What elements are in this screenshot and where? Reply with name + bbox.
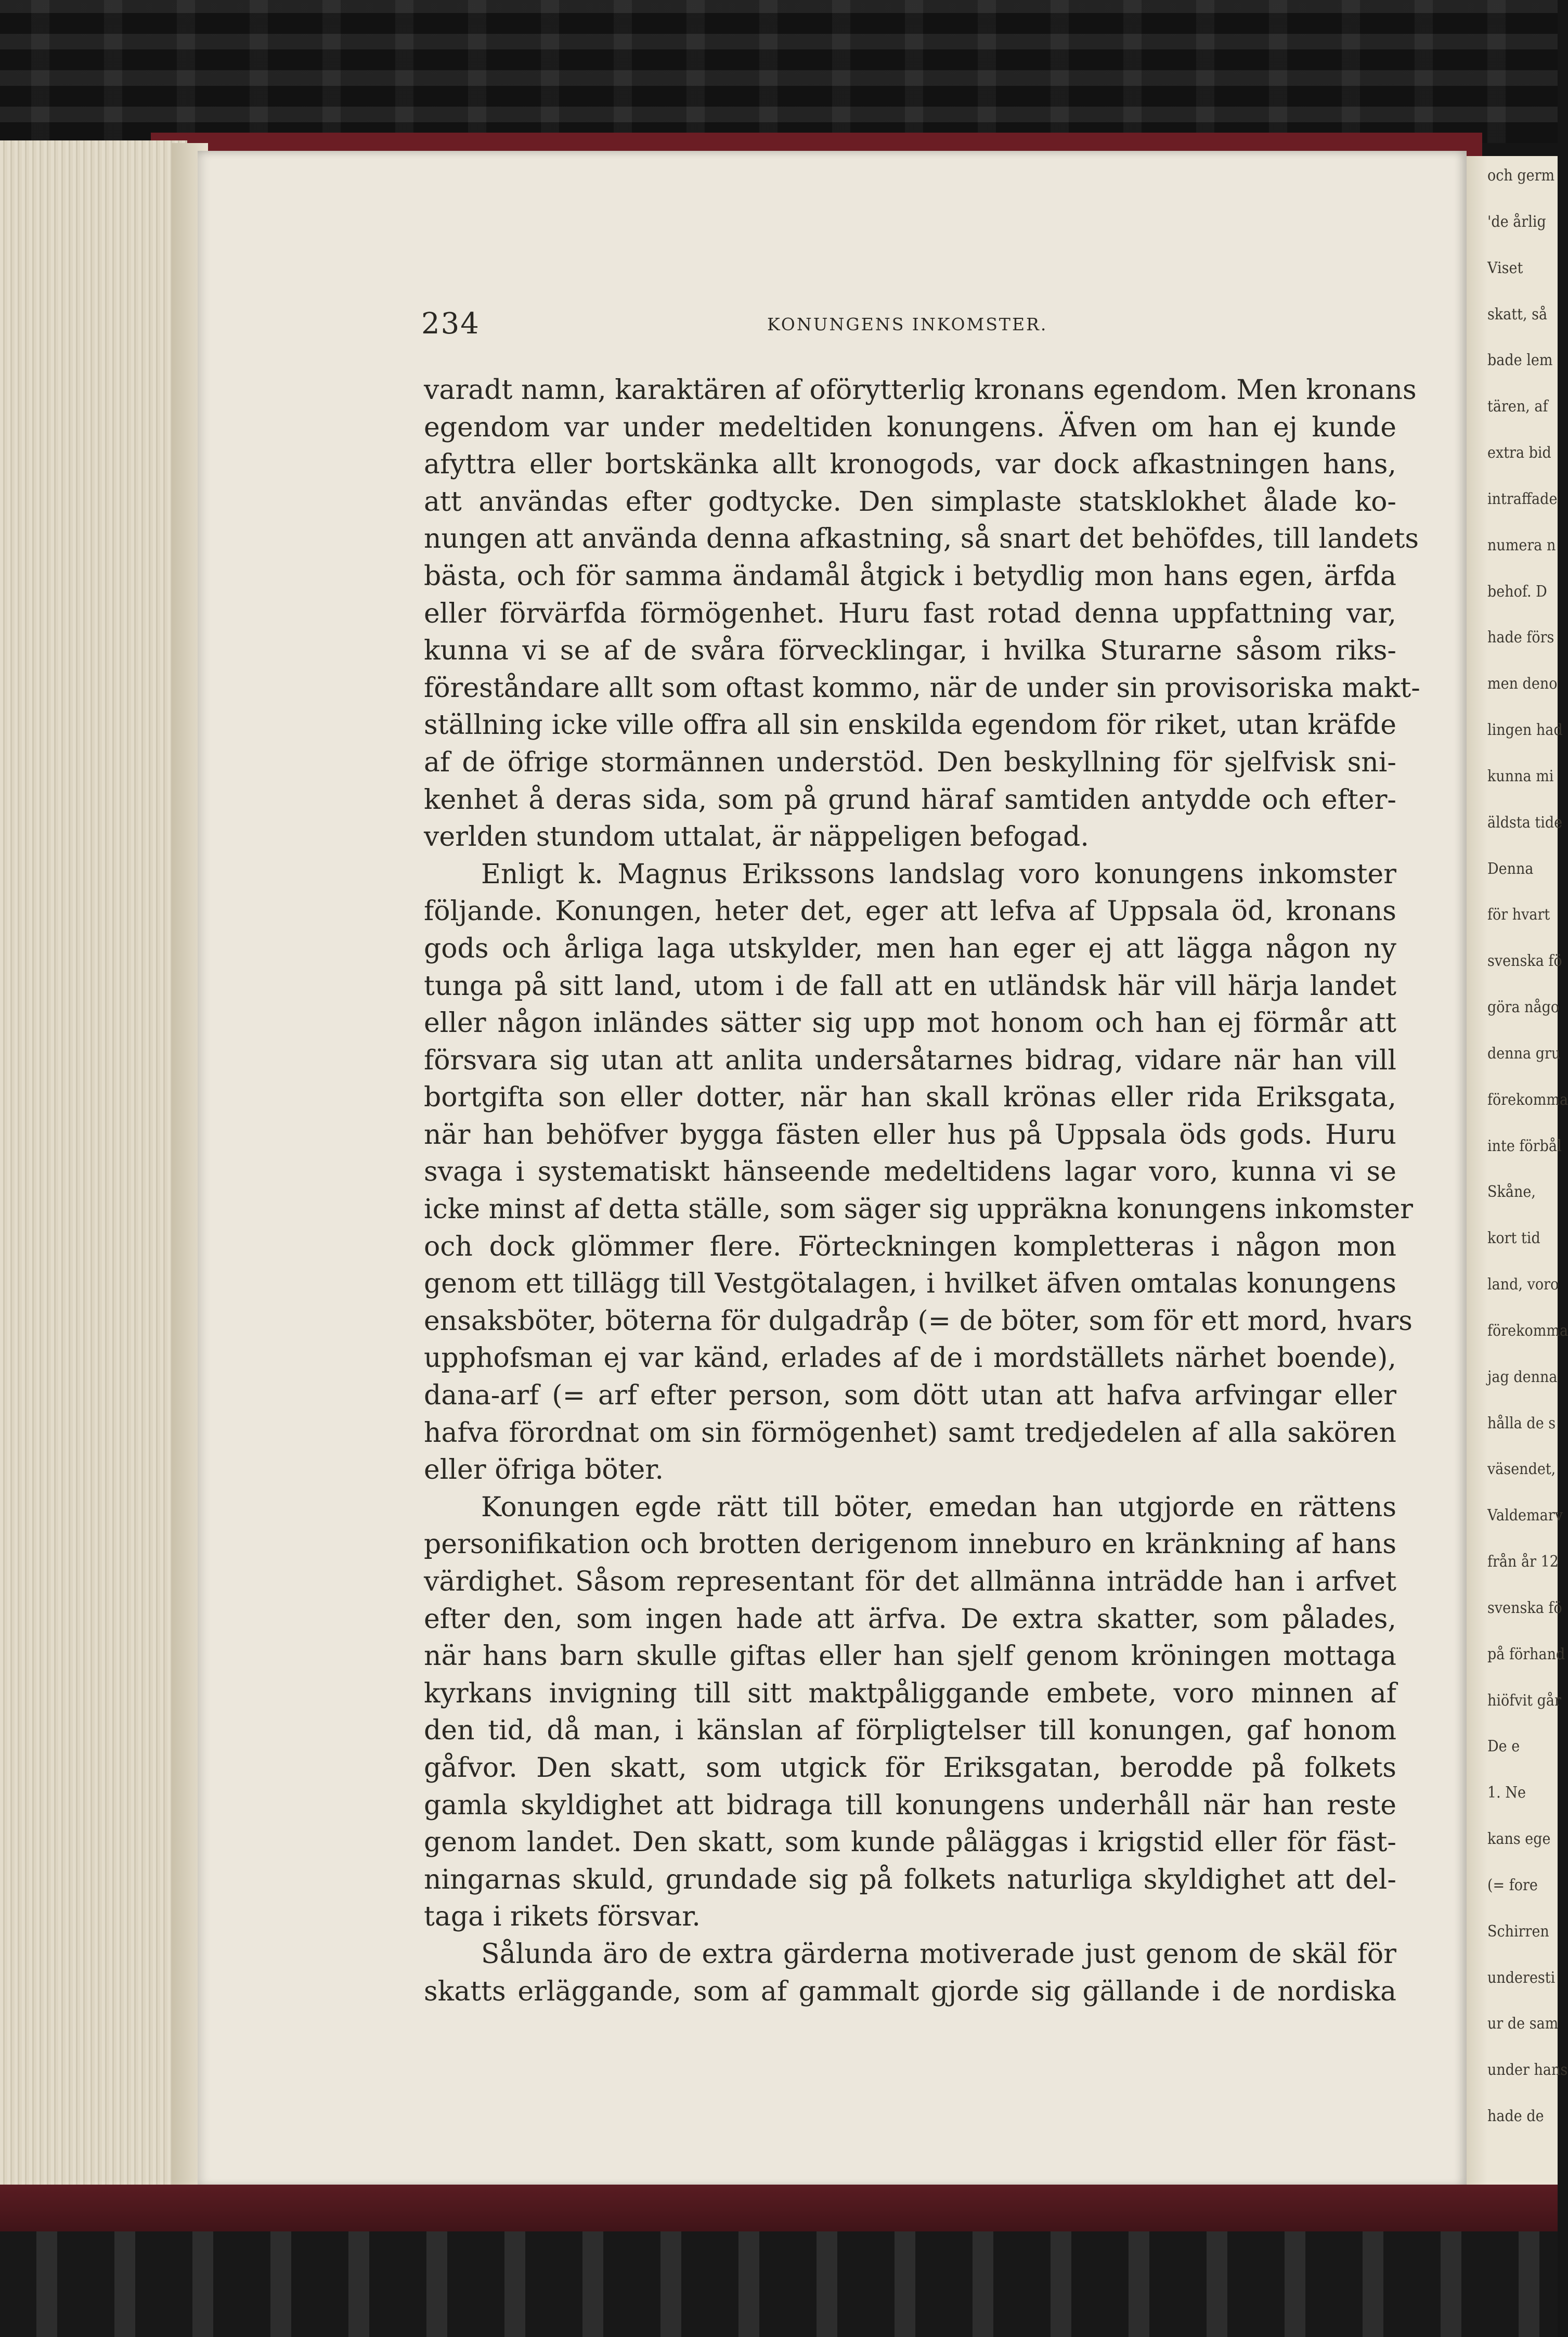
text-line: kenhet å deras sida, som på grund häraf samtiden antydde och efter- [424,784,1396,816]
text-line: kunna vi se af de svåra förvecklingar, i hvilka Sturarne såsom riks- [424,635,1396,667]
text-line: Konungen egde rätt till böter, emedan han utgjorde en rättens [481,1491,1396,1523]
text-line: ensaksböter, böterna för dulgadråp (= de böter, som för ett mord, hvars [424,1305,1413,1337]
text-line: ställning icke ville offra all sin enskilda egendom för riket, utan kräfde [424,709,1396,741]
text-line: när hans barn skulle giftas eller han sjelf genom kröningen mottaga [424,1641,1396,1672]
adjacent-page-fragment: 'de årlig [1487,212,1546,231]
text-line: att användas efter godtycke. Den simplaste statsklokhet ålade ko- [424,486,1396,518]
text-line: verlden stundom uttalat, är näppeligen befogad. [424,821,1089,853]
text-line: genom ett tillägg till Vestgötalagen, i hvilket äfven omtalas konungens [424,1268,1396,1300]
text-line: gåfvor. Den skatt, som utgick för Eriksgatan, berodde på folkets [424,1752,1396,1784]
text-line: taga i rikets försvar. [424,1901,701,1933]
text-line: eller öfriga böter. [424,1454,664,1486]
adjacent-page-fragment: intraffade [1487,489,1558,508]
adjacent-page-fragment: (= fore [1487,1876,1538,1894]
text-line: Sålunda äro de extra gärderna motiverade just genom de skäl för [481,1938,1396,1970]
adjacent-page-fragment: men deno [1487,675,1558,693]
text-line: den tid, då man, i känslan af förpligtelser till konungen, gaf honom [424,1715,1396,1747]
adjacent-page-fragment: skatt, så [1487,305,1548,324]
adjacent-page-fragment: land, voro [1487,1275,1559,1294]
adjacent-page-fragment: på förhand [1487,1645,1565,1663]
text-line: icke minst af detta ställe, som säger sig uppräkna konungens inkomster [424,1194,1414,1225]
adjacent-page-fragment: extra bid [1487,444,1551,462]
text-line: af de öfrige stormännen understöd. Den beskyllning för sjelfvisk sni- [424,746,1396,778]
text-line: eller förvärfda förmögenhet. Huru fast rotad denna uppfattning var, [424,598,1396,629]
text-line: genom landet. Den skatt, som kunde påläggas i krigstid eller för fäst- [424,1827,1396,1858]
text-line: när han behöfver bygga fästen eller hus på Uppsala öds gods. Huru [424,1119,1396,1151]
adjacent-page-fragment: göra någo [1487,998,1560,1017]
text-line: dana-arf (= arf efter person, som dött utan att hafva arfvingar eller [424,1380,1396,1412]
text-line: personifikation och brotten derigenom inneburo en kränkning af hans [424,1529,1396,1560]
adjacent-page-fragment: svenska fö [1487,1598,1562,1617]
adjacent-page-fragment: tären, af [1487,397,1548,416]
adjacent-page-fragment: kans ege [1487,1830,1551,1849]
text-line: nungen att använda denna afkastning, så snart det behöfdes, till landets [424,523,1419,555]
adjacent-page-fragment: hålla de s [1487,1414,1556,1432]
text-line: upphofsman ej var känd, erlades af de i mordställets närhet boende), [424,1342,1396,1374]
adjacent-page-fragment: Skåne, [1487,1183,1536,1202]
text-line: föreståndare allt som oftast kommo, när de under sin provisoriska makt- [424,672,1420,704]
text-line: bästa, och för samma ändamål åtgick i betydlig mon hans egen, ärfda [424,560,1396,592]
text-line: och dock glömmer flere. Förteckningen kompletteras i någon mon [424,1231,1396,1262]
adjacent-page-fragment: ur de sam [1487,2015,1559,2033]
page-number: 234 [421,307,480,341]
text-line: efter den, som ingen hade att ärfva. De extra skatter, som pålades, [424,1603,1396,1635]
body-text [424,372,1420,2010]
adjacent-page-fragment: Valdemarv [1487,1506,1563,1525]
adjacent-page-fragment: jag denna [1487,1367,1558,1386]
text-line: värdighet. Såsom representant för det allmänna inträdde han i arfvet [424,1566,1396,1597]
text-line: ningarnas skuld, grundade sig på folkets naturliga skyldighet att del- [424,1864,1396,1895]
adjacent-page-fragment: denna gru [1487,1044,1561,1063]
text-line: hafva förordnat om sin förmögenhet) samt tredjedelen af alla sakören [424,1417,1396,1449]
adjacent-page-fragment: och germ [1487,166,1555,185]
adjacent-page-fragment: bade lem [1487,351,1553,370]
page-header [421,307,1409,343]
text-line: skatts erläggande, som af gammalt gjorde sig gällande i de nordiska [424,1976,1396,2007]
adjacent-page-fragment: De e [1487,1737,1520,1756]
adjacent-page-fragment: förekomma [1487,1090,1568,1109]
adjacent-page-fragment: hade de [1487,2107,1544,2126]
adjacent-page-fragment: svenska fö [1487,952,1562,971]
adjacent-page-fragment: under hans [1487,2061,1568,2080]
adjacent-page-fragment: Viset [1487,259,1523,277]
adjacent-page-fragment: från år 12 [1487,1553,1559,1571]
text-line: försvara sig utan att anlita undersåtarnes bidrag, vidare när han vill [424,1044,1396,1076]
background-mat-top [0,0,1558,143]
adjacent-page-fragment: hiöfvit går [1487,1691,1561,1710]
adjacent-page-fragment: 1. Ne [1487,1784,1526,1802]
adjacent-page-fragment: för hvart [1487,906,1550,924]
text-line: bortgifta son eller dotter, när han skall krönas eller rida Eriksgata, [424,1082,1396,1114]
background-mat-bottom [0,2231,1558,2337]
adjacent-page-fragment: behof. D [1487,582,1547,601]
adjacent-page-fragment: numera n [1487,536,1556,554]
text-line: Enligt k. Magnus Erikssons landslag voro konungens inkomster [481,858,1396,890]
adjacent-page-fragment: Denna [1487,859,1534,878]
text-line: svaga i systematiskt hänseende medeltidens lagar voro, kunna vi se [424,1156,1396,1188]
adjacent-page-fragment: kunna mi [1487,767,1554,785]
adjacent-page-fragment: äldsta tide [1487,813,1563,832]
adjacent-page-fragment: inte förbål [1487,1137,1562,1155]
running-head: KONUNGENS INKOMSTER. [767,314,1048,334]
text-line: följande. Konungen, heter det, eger att lefva af Uppsala öd, kronans [424,896,1396,927]
text-line: eller någon inländes sätter sig upp mot honom och han ej förmår att [424,1008,1396,1039]
text-line: gamla skyldighet att bidraga till konungens underhåll när han reste [424,1789,1396,1821]
text-line: gods och årliga laga utskylder, men han eger ej att lägga någon ny [424,933,1396,964]
text-line: kyrkans invigning till sitt maktpåliggande embete, voro minnen af [424,1677,1396,1709]
text-line: egendom var under medeltiden konungens. Äfven om han ej kunde [424,411,1396,443]
text-line: tunga på sitt land, utom i de fall att en utländsk här vill härja landet [424,970,1396,1002]
adjacent-page-fragment: lingen had [1487,721,1563,740]
text-line: varadt namn, karaktären af oförytterlig kronans egendom. Men kronans [424,375,1417,406]
adjacent-page-fragment: väsendet, [1487,1460,1556,1479]
text-line: afyttra eller bortskänka allt kronogods, var dock afkastningen hans, [424,449,1396,481]
adjacent-page-edge [1456,156,1568,2195]
adjacent-page-fragment: förekomma [1487,1321,1568,1340]
adjacent-page-fragment: hade förs [1487,628,1554,647]
left-page-stack [0,140,187,2195]
adjacent-page-fragment: kort tid [1487,1229,1540,1248]
adjacent-page-fragment: Schirren [1487,1922,1549,1941]
adjacent-page-fragment: underesti [1487,1968,1556,1987]
